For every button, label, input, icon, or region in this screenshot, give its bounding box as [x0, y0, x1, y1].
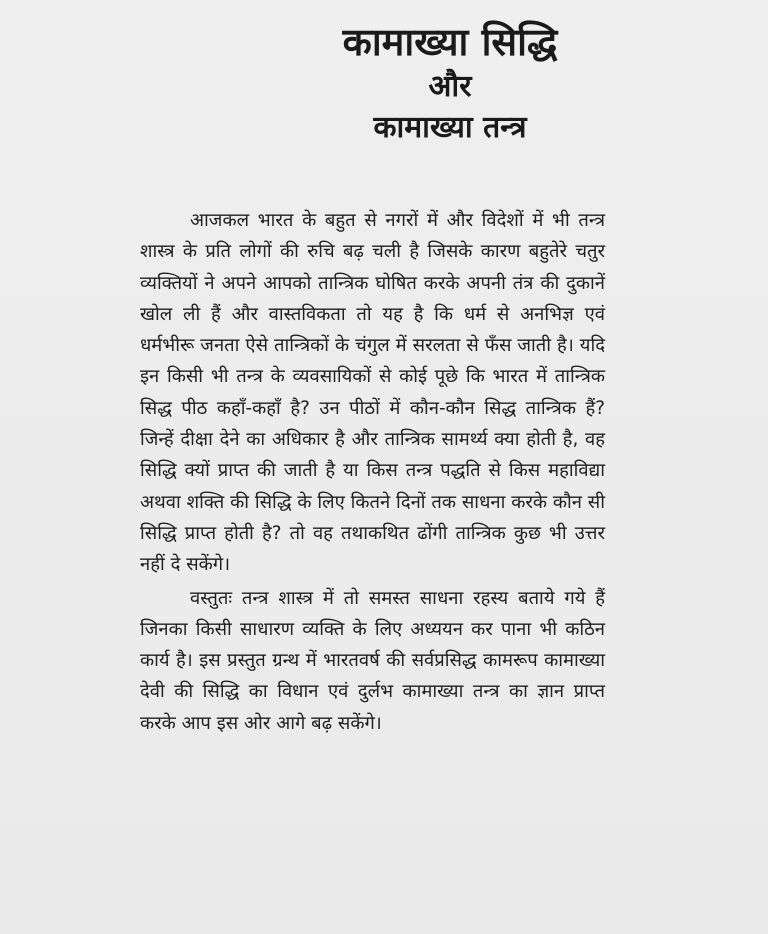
title-line-3: कामाख्या तन्त्र [373, 109, 527, 145]
paragraph-1: आजकल भारत के बहुत से नगरों में और विदेशों में भी तन्त्र शास्त्र के प्रति लोगों की रुचि बढ़ चली है जिसके कारण बहुतेरे चतुर व्यक्तियों ने अपने आपको तान्त्रिक घोषित करके अपनी तंत्र की दुकानें खोल ली हैं और वास्तविकता तो यह है कि धर्म से अनभिज्ञ एवं धर्मभीरू जनता ऐसे तान्त्रिकों के चंगुल में सरलता से फँस जाती है। यदि इन किसी भी तन्त्र के व्यवसायिकों से कोई पूछे कि भारत में तान्त्रिक सिद्ध पीठ कहाँ-कहाँ है? उन पीठों में कौन-कौन सिद्ध तान्त्रिक हैं? जिन्हें दीक्षा देने का अधिकार है और तान्त्रिक सामर्थ्य क्या होती है, वह सिद्धि क्यों प्राप्त की जाती है या किस तन्त्र पद्धति से किस महाविद्या अथवा शक्ति की सिद्धि के लिए कितने दिनों तक साधना करके कौन सी सिद्धि प्राप्त होती है? तो वह तथाकथित ढोंगी तान्त्रिक कुछ भी उत्तर नहीं दे सकेंगे। [140, 210, 605, 576]
body-text [140, 205, 605, 739]
paragraph-2: वस्तुतः तन्त्र शास्त्र में तो समस्त साधना रहस्य बताये गये हैं जिनका किसी साधारण व्यक्ति के लिए अध्ययन कर पाना भी कठिन कार्य है। इस प्रस्तुत ग्रन्थ में भारतवर्ष की सर्वप्रसिद्ध कामरूप कामाख्या देवी की सिद्धि का विधान एवं दुर्लभ कामाख्या तन्त्र का ज्ञान प्राप्त करके आप इस ओर आगे बढ़ सकेंगे। [140, 587, 605, 734]
title-line-2: और [428, 68, 472, 104]
title-block [300, 22, 600, 144]
title-line-1: कामाख्या सिद्धि [342, 20, 558, 64]
